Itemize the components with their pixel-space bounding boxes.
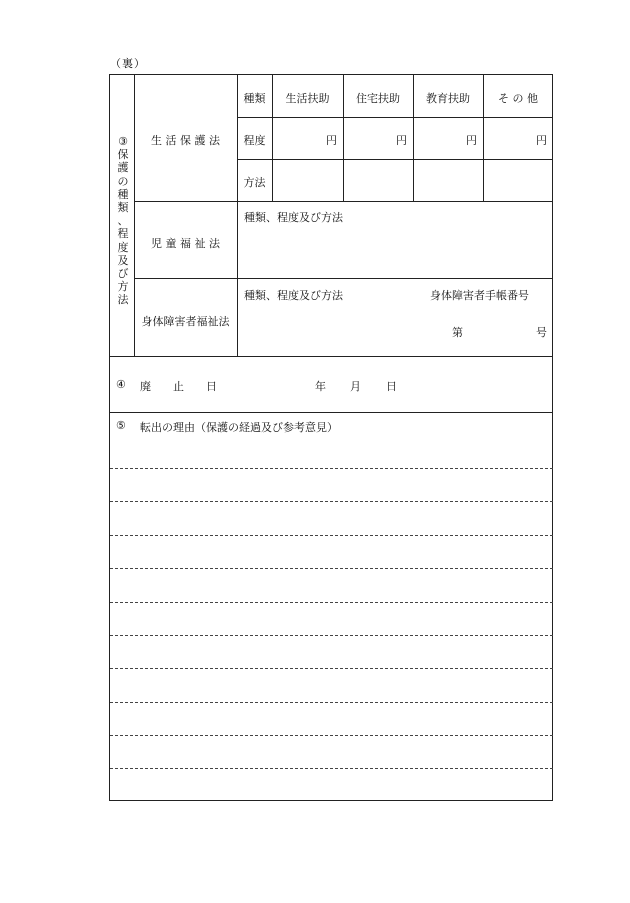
date-day: 日 (386, 380, 397, 393)
abolition-date-label: 廃 止 日 (140, 380, 217, 393)
writing-line (110, 501, 553, 502)
writing-line (110, 602, 553, 603)
col-other: そ の 他 (498, 92, 538, 105)
section4-number: ④ (116, 378, 126, 391)
section5-number: ⑤ (116, 419, 126, 432)
handbook-number-label: 身体障害者手帳番号 (430, 289, 529, 302)
shintai-note: 種類、程度及び方法 (244, 289, 343, 302)
col-housing-aid: 住宅扶助 (356, 92, 400, 105)
divider (237, 117, 553, 118)
date-year: 年 (315, 380, 326, 393)
writing-line (110, 468, 553, 469)
form-table (109, 74, 553, 801)
yen-unit-education: 円 (466, 134, 477, 147)
handbook-go: 号 (536, 326, 547, 339)
law-shintai-shogaisha: 身体障害者福祉法 (141, 315, 230, 328)
page-side-label: （裏） (110, 57, 146, 70)
row-label-degree: 程度 (243, 134, 266, 147)
writing-line (110, 735, 553, 736)
law-seikatsu-hogo: 生 活 保 護 法 (151, 134, 220, 147)
date-month: 月 (350, 380, 361, 393)
section3-vertical-label: ③ 保 護 の 種 類 、 程 度 及 び 方 法 (117, 135, 129, 307)
yen-unit-other: 円 (536, 134, 547, 147)
writing-line (110, 702, 553, 703)
divider (237, 159, 553, 160)
col-education-aid: 教育扶助 (426, 92, 470, 105)
writing-line (110, 768, 553, 769)
writing-line (110, 535, 553, 536)
writing-line (110, 668, 553, 669)
row-label-method: 方法 (243, 176, 266, 189)
yen-unit-livelihood: 円 (326, 134, 337, 147)
divider (110, 356, 553, 357)
writing-line (110, 568, 553, 569)
row-label-type: 種類 (243, 92, 266, 105)
transfer-reason-label: 転出の理由（保護の経過及び参考意見） (140, 421, 338, 434)
divider (110, 412, 553, 413)
handbook-dai: 第 (452, 326, 463, 339)
law-jido-fukushi: 児 童 福 祉 法 (151, 237, 220, 250)
writing-line (110, 635, 553, 636)
yen-unit-housing: 円 (396, 134, 407, 147)
col-livelihood-aid: 生活扶助 (285, 92, 330, 105)
divider (134, 278, 553, 279)
divider (134, 201, 553, 202)
jido-note: 種類、程度及び方法 (244, 211, 343, 224)
